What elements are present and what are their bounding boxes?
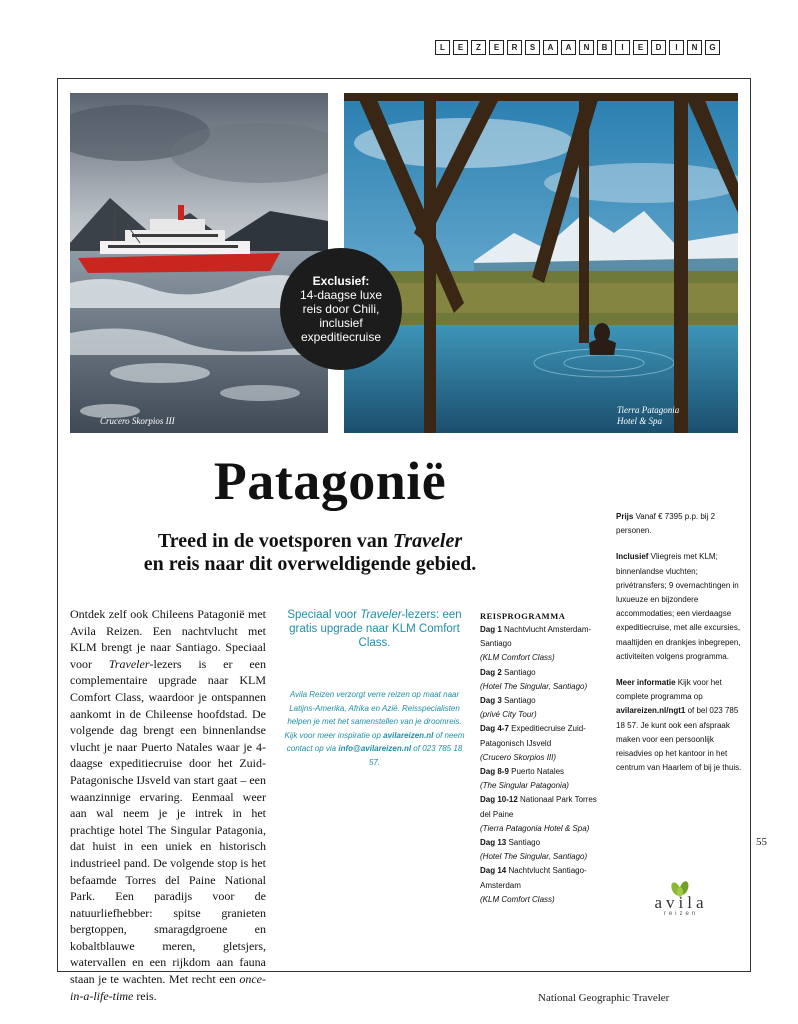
section-letter: R xyxy=(507,40,522,55)
pool-photo-caption-line2: Hotel & Spa xyxy=(617,416,662,426)
itinerary-note: (Crucero Skorpios III) xyxy=(480,752,557,762)
itinerary-note: (The Singular Patagonia) xyxy=(480,781,569,791)
article-title: Patagonië xyxy=(213,451,447,511)
more-info-text-2: of bel 023 785 18 57. Je kunt ook een afspraak maken voor een persoonlijk reisadvies op het kantoor in het centrum van Haarlem of bij je thuis. xyxy=(616,706,742,773)
itinerary-day: Dag 3 xyxy=(480,696,502,706)
section-label xyxy=(435,40,720,55)
section-letter: A xyxy=(543,40,558,55)
promo-head-italic: Traveler xyxy=(360,609,402,621)
promo-email-link[interactable]: info@avilareizen.nl xyxy=(338,744,412,753)
itinerary-item xyxy=(480,666,605,694)
itinerary-text: Expeditiecruise Zuid-Patagonisch IJsveld xyxy=(480,724,586,748)
exclusive-badge xyxy=(280,248,402,370)
promo-website-link[interactable]: avilareizen.nl xyxy=(383,730,434,740)
more-info-link[interactable]: avilareizen.nl/ngt1 xyxy=(616,706,686,716)
promo-desc-4: of 023 785 18 57. xyxy=(368,744,463,767)
section-letter: L xyxy=(435,40,450,55)
itinerary-text: Santiago xyxy=(501,667,536,677)
pool-photo-caption-line1: Tierra Patagonia xyxy=(617,405,680,415)
itinerary-text: Nationaal Park Torres del Paine xyxy=(480,795,597,819)
itinerary-text: Nachtvlucht Santiago-Amsterdam xyxy=(480,866,587,890)
itinerary-day: Dag 13 xyxy=(480,838,507,848)
itinerary-item xyxy=(480,793,605,836)
subtitle-italic: Traveler xyxy=(392,530,463,552)
section-letter: E xyxy=(453,40,468,55)
itinerary-note: (Hotel The Singular, Santiago) xyxy=(480,852,588,862)
promo-desc-3: of neem contact op via xyxy=(286,730,465,753)
itinerary-day: Dag 10-12 xyxy=(480,795,518,805)
promo-head-2: -lezers: een gratis upgrade naar KLM Comfort Class. xyxy=(289,609,462,649)
itinerary-item xyxy=(480,623,605,666)
section-letter: S xyxy=(525,40,540,55)
body-italic-2: once-in-a-life-time xyxy=(70,972,266,1003)
section-letter: B xyxy=(597,40,612,55)
avila-logo xyxy=(640,880,722,920)
logo-word: avila xyxy=(654,893,708,912)
promo-desc-2: Kijk voor meer inspiratie op xyxy=(284,730,384,740)
itinerary-item xyxy=(480,836,605,864)
promo-description xyxy=(282,688,467,769)
section-letter: G xyxy=(705,40,720,55)
section-letter: D xyxy=(651,40,666,55)
inclusive-text: Vliegreis met KLM; binnenlandse vluchten; privétransfers; 9 overnachtingen in luxueuze en bijzondere accommodaties; een vierdaagse expeditiecruise, met alle excursies, maaltijden en drankjes inbegrepen, activiteiten volgens programma. xyxy=(616,552,741,661)
section-letter: A xyxy=(561,40,576,55)
itinerary-item xyxy=(480,765,605,793)
section-letter: I xyxy=(615,40,630,55)
price-info xyxy=(616,510,744,538)
inclusive-label: Inclusief xyxy=(616,552,649,562)
badge-text: 14-daagse luxe reis door Chili, inclusief expeditiecruise xyxy=(299,288,383,344)
info-sidebar xyxy=(616,510,744,787)
section-letter: Z xyxy=(471,40,486,55)
promo-block xyxy=(282,608,467,769)
subtitle-part2: en reis naar dit overweldigende gebied. xyxy=(143,553,477,575)
article-body xyxy=(70,606,266,1004)
itinerary-item xyxy=(480,864,605,907)
more-info xyxy=(616,676,744,775)
itinerary-day: Dag 1 xyxy=(480,625,502,634)
section-letter: E xyxy=(489,40,504,55)
itinerary-text: Santiago xyxy=(506,838,541,848)
more-info-text-1: Kijk voor het complete programma op xyxy=(616,678,722,702)
itinerary-day: Dag 2 xyxy=(480,667,502,677)
more-info-label: Meer informatie xyxy=(616,678,676,688)
itinerary xyxy=(480,610,605,907)
body-text-2: -lezers is er een complementaire upgrade naar KLM Comfort Class, waardoor je ontspannen aankomt in de Chileense hoofdstad. De volgende dag brengt een binnenlandse vlucht je naar Puerto Natales waar je 4-daagse expeditiecruise door het Zuid-Patagonische IJsveld van start gaat – een waanzinnige ervaring. Eenmaal weer aan wal neem je je intrek in het prachtige hotel The Singular Patagonia, dat huist in een uniek en historisch industrieel pand. De volgende stop is het befaamde Torres del Paine National Park. Een paradijs voor de natuurliefhebber: spitse granieten bergtoppen, smaragdgroene en kobaltblauwe meren, gletsjers, watervallen en een rijkdom aan fauna staan je te wachten. Met recht een xyxy=(70,656,266,987)
itinerary-note: (privé City Tour) xyxy=(480,710,537,720)
section-letter: I xyxy=(669,40,684,55)
footer-publication: National Geographic Traveler xyxy=(538,992,670,1004)
itinerary-day: Dag 14 xyxy=(480,866,507,876)
itinerary-item xyxy=(480,694,605,722)
body-italic-1: Traveler xyxy=(108,656,150,671)
subtitle-part1: Treed in de voetsporen van xyxy=(157,530,393,552)
inclusive-info xyxy=(616,550,744,664)
section-letter: E xyxy=(633,40,648,55)
section-letter: N xyxy=(579,40,594,55)
itinerary-day: Dag 8-9 xyxy=(480,767,509,777)
article-subtitle xyxy=(90,530,530,576)
body-text-1: Ontdek zelf ook Chileens Patagonië met Avila Reizen. Een nachtvlucht met KLM brengt je naar Santiago. Speciaal voor xyxy=(70,607,266,671)
page-number: 55 xyxy=(756,836,767,848)
pool-photo xyxy=(344,93,738,433)
itinerary-text: Santiago xyxy=(501,696,536,706)
itinerary-title: REISPROGRAMMA xyxy=(480,611,566,621)
itinerary-note: (KLM Comfort Class) xyxy=(480,653,555,663)
itinerary-text: Puerto Natales xyxy=(508,767,565,777)
promo-headline xyxy=(282,608,467,650)
itinerary-note: (Tierra Patagonia Hotel & Spa) xyxy=(480,823,590,833)
cruise-photo xyxy=(70,93,328,433)
badge-headline: Exclusief: xyxy=(312,274,370,288)
promo-head-1: Speciaal voor xyxy=(287,609,361,621)
itinerary-text: Nachtvlucht Amsterdam-Santiago xyxy=(480,625,592,649)
body-text-3: reis. xyxy=(133,988,157,1003)
price-text: Vanaf € 7395 p.p. bij 2 personen. xyxy=(616,512,716,536)
price-label: Prijs xyxy=(616,512,634,521)
itinerary-note: (KLM Comfort Class) xyxy=(480,894,555,904)
logo-sub: reizen xyxy=(663,911,699,917)
itinerary-note: (Hotel The Singular, Santiago) xyxy=(480,681,588,691)
promo-desc-1: Avila Reizen verzorgt verre reizen op maat naar Latijns-Amerika, Afrika en Azië. Reisspecialisten helpen je met het samenstellen van je droomreis. xyxy=(287,690,462,726)
section-letter: N xyxy=(687,40,702,55)
cruise-photo-caption: Crucero Skorpios III xyxy=(100,416,175,426)
itinerary-item xyxy=(480,722,605,765)
itinerary-day: Dag 4-7 xyxy=(480,724,509,734)
